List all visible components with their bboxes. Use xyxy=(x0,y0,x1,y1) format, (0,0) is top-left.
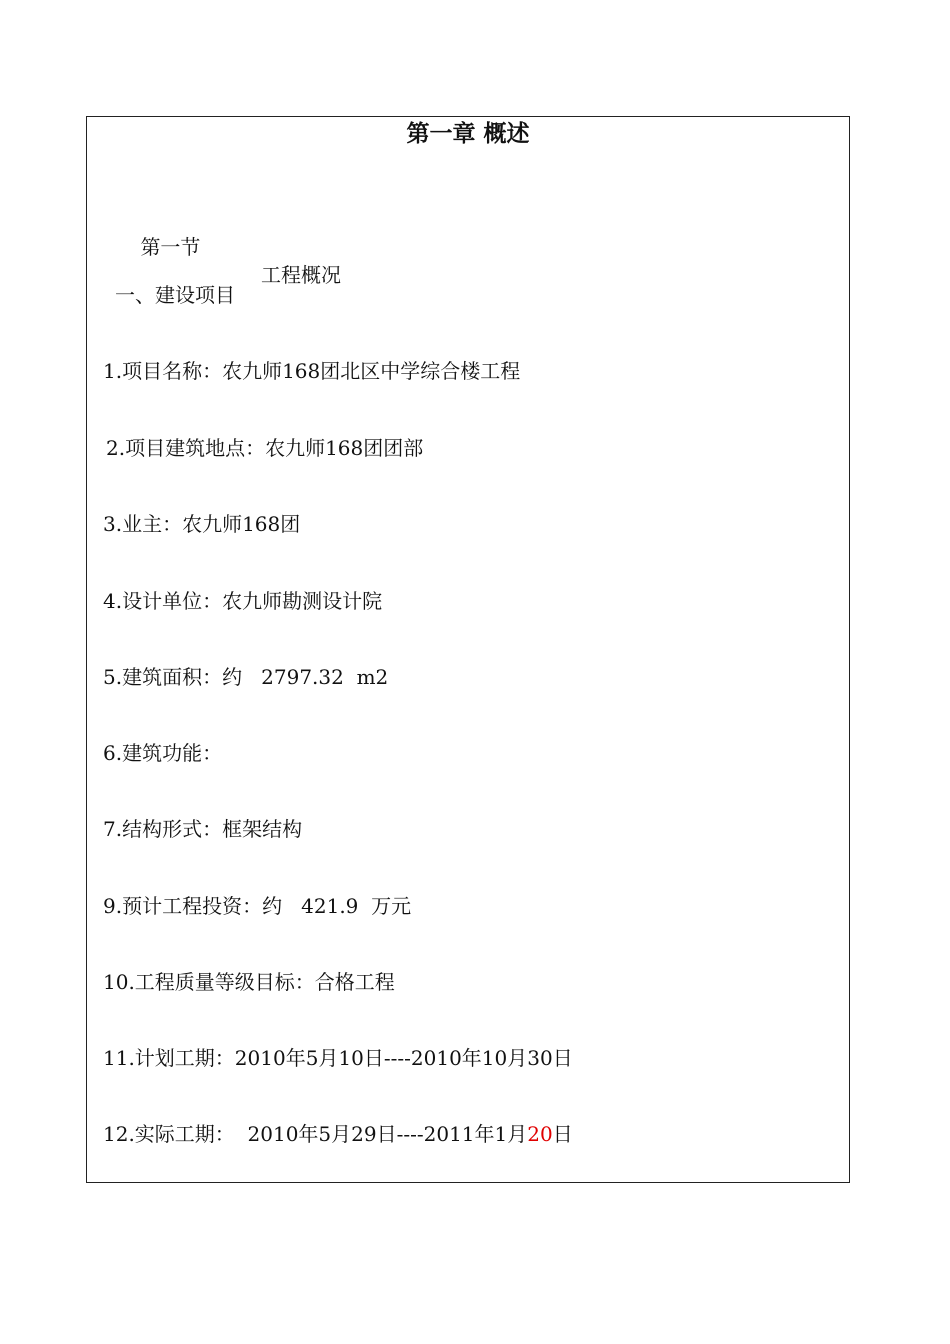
subheading: 一、建设项目 xyxy=(115,283,235,307)
item-actual-period xyxy=(103,1120,573,1148)
actual-period-prefix: 12.实际工期： 2010年5月29日----2011年1月 xyxy=(103,1122,528,1146)
item-structure-type: 7.结构形式：框架结构 xyxy=(103,817,303,841)
item-investment: 9.预计工程投资：约 421.9 万元 xyxy=(103,894,412,918)
item-planned-period: 11.计划工期：2010年5月10日----2010年10月30日 xyxy=(103,1046,573,1070)
item-building-function: 6.建筑功能： xyxy=(103,741,223,765)
chapter-title: 第一章 概述 xyxy=(406,121,530,147)
item-project-name: 1.项目名称：农九师168团北区中学综合楼工程 xyxy=(103,359,521,383)
item-project-location: 2.项目建筑地点：农九师168团团部 xyxy=(106,436,424,460)
actual-period-suffix: 日 xyxy=(552,1122,573,1146)
document-frame xyxy=(86,116,850,1183)
item-floor-area: 5.建筑面积：约 2797.32 m2 xyxy=(103,665,389,689)
section-name: 工程概况 xyxy=(261,263,341,287)
actual-period-day: 20 xyxy=(527,1122,553,1146)
item-design-unit: 4.设计单位：农九师勘测设计院 xyxy=(103,589,383,613)
item-quality-target: 10.工程质量等级目标：合格工程 xyxy=(103,970,395,994)
item-owner: 3.业主：农九师168团 xyxy=(103,512,301,536)
section-number: 第一节 xyxy=(140,235,201,259)
